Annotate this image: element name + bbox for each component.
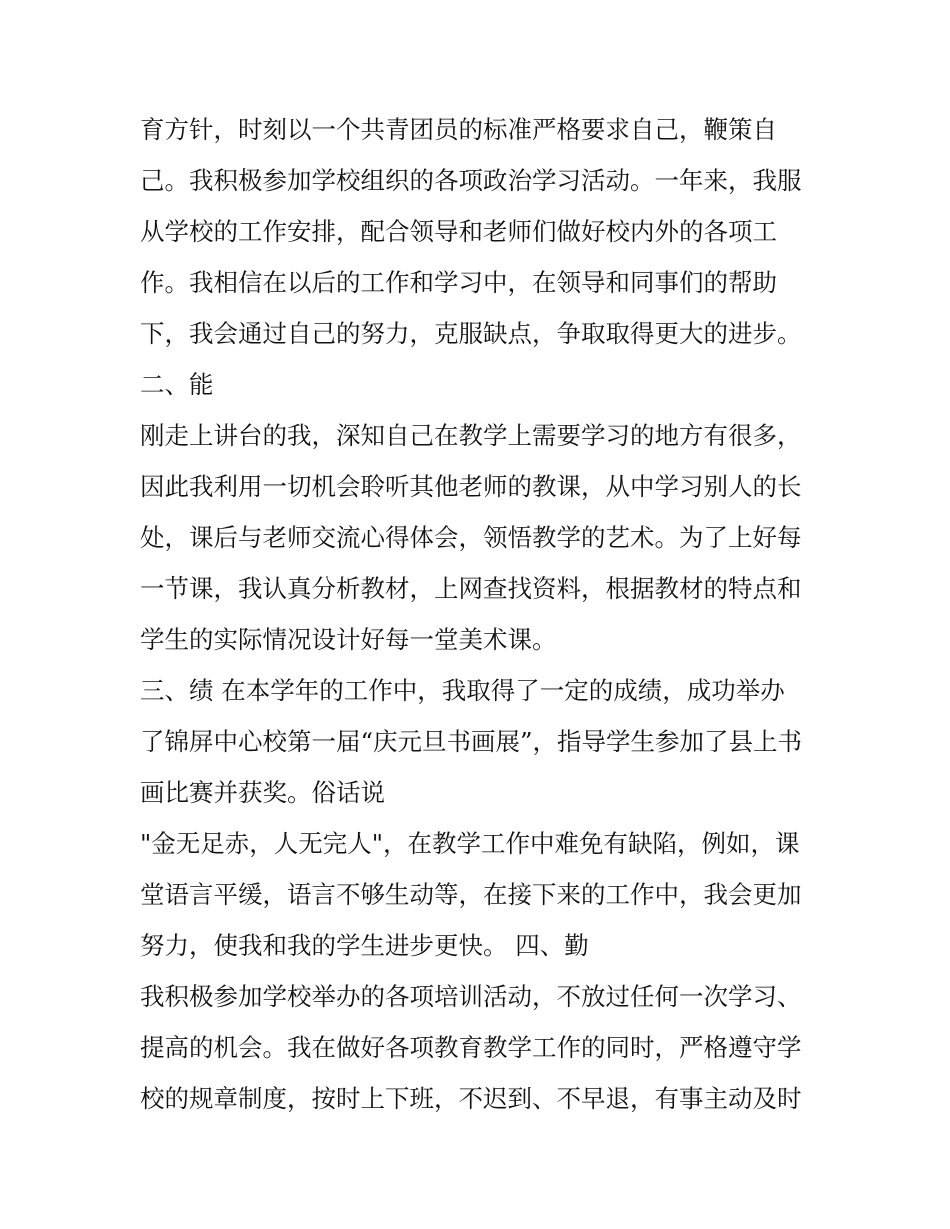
body-text	[140, 104, 820, 1124]
text-line: 了锦屏中心校第一届“庆元旦书画展”，指导学生参加了县上书	[140, 727, 803, 756]
text-line: 下，我会通过自己的努力，克服缺点，争取取得更大的进步。	[140, 319, 802, 348]
text-line: 因此我利用一切机会聆听其他老师的教课，从中学习别人的长	[140, 472, 802, 501]
text-line: 从学校的工作安排，配合领导和老师们做好校内外的各项工	[140, 217, 777, 246]
text-line: 提高的机会。我在做好各项教育教学工作的同时，严格遵守学	[140, 1033, 802, 1062]
text-line: 校的规章制度，按时上下班，不迟到、不早退，有事主动及时	[140, 1084, 802, 1113]
text-line: 我积极参加学校举办的各项培训活动，不放过任何一次学习、	[140, 982, 802, 1011]
text-line: 堂语言平缓，语言不够生动等，在接下来的工作中，我会更加	[140, 880, 802, 909]
text-line: "金无足赤，人无完人"，在教学工作中难免有缺陷，例如，课	[140, 829, 800, 858]
text-line: 学生的实际情况设计好每一堂美术课。	[140, 625, 557, 654]
text-line: 育方针，时刻以一个共青团员的标准严格要求自己，鞭策自	[140, 115, 777, 144]
text-line: 己。我积极参加学校组织的各项政治学习活动。一年来，我服	[140, 166, 802, 195]
text-line: 刚走上讲台的我，深知自己在教学上需要学习的地方有很多，	[140, 421, 802, 450]
text-line: 作。我相信在以后的工作和学习中，在领导和同事们的帮助	[140, 268, 777, 297]
section-heading-neng: 二、能	[140, 370, 214, 399]
text-line: 画比赛并获奖。俗话说	[140, 778, 385, 807]
text-line: 处，课后与老师交流心得体会，领悟教学的艺术。为了上好每	[140, 523, 802, 552]
section-heading-ji: 三、绩 在本学年的工作中，我取得了一定的成绩，成功举办	[140, 676, 785, 705]
text-line: 一节课，我认真分析教材，上网查找资料，根据教材的特点和	[140, 574, 802, 603]
text-line: 努力，使我和我的学生进步更快。 四、勤	[140, 931, 589, 960]
